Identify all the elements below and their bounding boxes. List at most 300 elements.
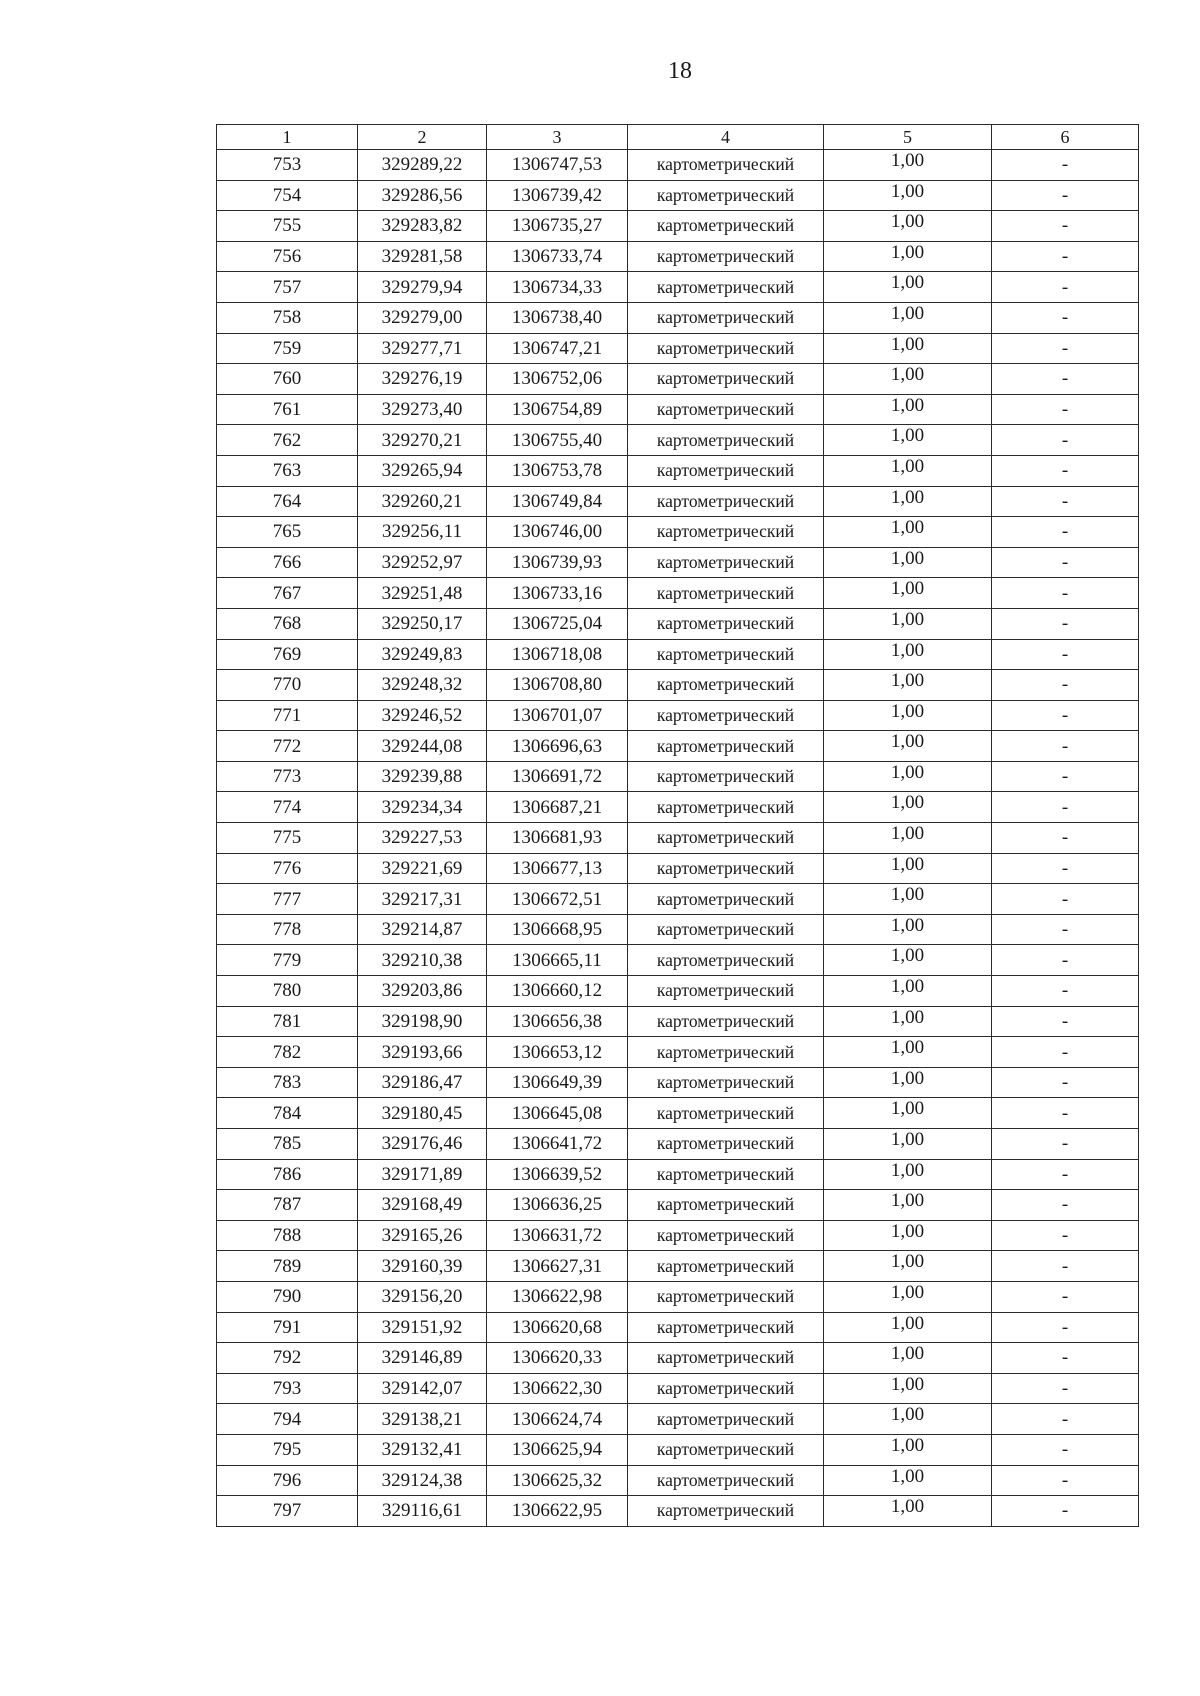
point-number-cell: 762 (217, 425, 358, 456)
y-coordinate-cell: 1306755,40 (487, 425, 628, 456)
accuracy-cell: 1,00 (824, 425, 992, 456)
x-coordinate-cell: 329171,89 (358, 1159, 487, 1190)
y-coordinate-cell: 1306649,39 (487, 1067, 628, 1098)
point-number-cell: 771 (217, 700, 358, 731)
y-coordinate-cell: 1306696,63 (487, 731, 628, 762)
method-cell: картометрический (628, 364, 824, 395)
point-number-cell: 766 (217, 547, 358, 578)
x-coordinate-cell: 329279,00 (358, 302, 487, 333)
method-cell: картометрический (628, 1281, 824, 1312)
point-number-cell: 775 (217, 823, 358, 854)
y-coordinate-cell: 1306747,21 (487, 333, 628, 364)
table-row (217, 517, 1139, 548)
y-coordinate-cell: 1306645,08 (487, 1098, 628, 1129)
y-coordinate-cell: 1306625,32 (487, 1465, 628, 1496)
y-coordinate-cell: 1306754,89 (487, 394, 628, 425)
method-cell: картометрический (628, 1067, 824, 1098)
table-row (217, 1312, 1139, 1343)
note-cell: - (992, 1373, 1139, 1404)
point-number-cell: 797 (217, 1496, 358, 1527)
x-coordinate-cell: 329132,41 (358, 1434, 487, 1465)
x-coordinate-cell: 329279,94 (358, 272, 487, 303)
y-coordinate-cell: 1306627,31 (487, 1251, 628, 1282)
point-number-cell: 790 (217, 1281, 358, 1312)
accuracy-cell: 1,00 (824, 486, 992, 517)
accuracy-cell: 1,00 (824, 180, 992, 211)
x-coordinate-cell: 329234,34 (358, 792, 487, 823)
table-row (217, 914, 1139, 945)
table-row (217, 272, 1139, 303)
table-row (217, 761, 1139, 792)
point-number-cell: 774 (217, 792, 358, 823)
accuracy-cell: 1,00 (824, 914, 992, 945)
y-coordinate-cell: 1306708,80 (487, 670, 628, 701)
x-coordinate-cell: 329246,52 (358, 700, 487, 731)
y-coordinate-cell: 1306665,11 (487, 945, 628, 976)
point-number-cell: 769 (217, 639, 358, 670)
accuracy-cell: 1,00 (824, 241, 992, 272)
x-coordinate-cell: 329239,88 (358, 761, 487, 792)
method-cell: картометрический (628, 1434, 824, 1465)
y-coordinate-cell: 1306739,93 (487, 547, 628, 578)
y-coordinate-cell: 1306672,51 (487, 884, 628, 915)
method-cell: картометрический (628, 945, 824, 976)
note-cell: - (992, 792, 1139, 823)
note-cell: - (992, 700, 1139, 731)
table-row (217, 364, 1139, 395)
table-row (217, 1373, 1139, 1404)
y-coordinate-cell: 1306631,72 (487, 1220, 628, 1251)
accuracy-cell: 1,00 (824, 150, 992, 181)
accuracy-cell: 1,00 (824, 578, 992, 609)
y-coordinate-cell: 1306749,84 (487, 486, 628, 517)
note-cell: - (992, 1067, 1139, 1098)
method-cell: картометрический (628, 1343, 824, 1374)
x-coordinate-cell: 329252,97 (358, 547, 487, 578)
table-row (217, 1159, 1139, 1190)
method-cell: картометрический (628, 608, 824, 639)
x-coordinate-cell: 329244,08 (358, 731, 487, 762)
method-cell: картометрический (628, 1312, 824, 1343)
point-number-cell: 791 (217, 1312, 358, 1343)
note-cell: - (992, 1465, 1139, 1496)
table-row (217, 853, 1139, 884)
method-cell: картометрический (628, 792, 824, 823)
y-coordinate-cell: 1306718,08 (487, 639, 628, 670)
x-coordinate-cell: 329248,32 (358, 670, 487, 701)
note-cell: - (992, 272, 1139, 303)
method-cell: картометрический (628, 333, 824, 364)
table-row (217, 1251, 1139, 1282)
y-coordinate-cell: 1306641,72 (487, 1129, 628, 1160)
table-row (217, 639, 1139, 670)
method-cell: картометрический (628, 1129, 824, 1160)
accuracy-cell: 1,00 (824, 1343, 992, 1374)
note-cell: - (992, 180, 1139, 211)
x-coordinate-cell: 329276,19 (358, 364, 487, 395)
note-cell: - (992, 302, 1139, 333)
accuracy-cell: 1,00 (824, 1129, 992, 1160)
accuracy-cell: 1,00 (824, 1373, 992, 1404)
table-row (217, 578, 1139, 609)
x-coordinate-cell: 329193,66 (358, 1037, 487, 1068)
x-coordinate-cell: 329270,21 (358, 425, 487, 456)
accuracy-cell: 1,00 (824, 1006, 992, 1037)
method-cell: картометрический (628, 486, 824, 517)
point-number-cell: 765 (217, 517, 358, 548)
table-header-row (217, 125, 1139, 150)
method-cell: картометрический (628, 272, 824, 303)
x-coordinate-cell: 329221,69 (358, 853, 487, 884)
accuracy-cell: 1,00 (824, 1434, 992, 1465)
accuracy-cell: 1,00 (824, 1159, 992, 1190)
method-cell: картометрический (628, 1037, 824, 1068)
point-number-cell: 768 (217, 608, 358, 639)
table-row (217, 1067, 1139, 1098)
point-number-cell: 764 (217, 486, 358, 517)
y-coordinate-cell: 1306687,21 (487, 792, 628, 823)
table-body (217, 150, 1139, 1527)
note-cell: - (992, 333, 1139, 364)
note-cell: - (992, 1098, 1139, 1129)
accuracy-cell: 1,00 (824, 302, 992, 333)
x-coordinate-cell: 329260,21 (358, 486, 487, 517)
column-header: 4 (628, 125, 824, 150)
point-number-cell: 795 (217, 1434, 358, 1465)
note-cell: - (992, 976, 1139, 1007)
accuracy-cell: 1,00 (824, 792, 992, 823)
note-cell: - (992, 1006, 1139, 1037)
note-cell: - (992, 761, 1139, 792)
table-row (217, 333, 1139, 364)
point-number-cell: 785 (217, 1129, 358, 1160)
note-cell: - (992, 486, 1139, 517)
accuracy-cell: 1,00 (824, 333, 992, 364)
accuracy-cell: 1,00 (824, 853, 992, 884)
accuracy-cell: 1,00 (824, 731, 992, 762)
method-cell: картометрический (628, 1006, 824, 1037)
y-coordinate-cell: 1306725,04 (487, 608, 628, 639)
x-coordinate-cell: 329227,53 (358, 823, 487, 854)
method-cell: картометрический (628, 1190, 824, 1221)
y-coordinate-cell: 1306677,13 (487, 853, 628, 884)
y-coordinate-cell: 1306733,74 (487, 241, 628, 272)
point-number-cell: 759 (217, 333, 358, 364)
x-coordinate-cell: 329251,48 (358, 578, 487, 609)
column-header: 6 (992, 125, 1139, 150)
y-coordinate-cell: 1306656,38 (487, 1006, 628, 1037)
accuracy-cell: 1,00 (824, 1496, 992, 1527)
note-cell: - (992, 578, 1139, 609)
y-coordinate-cell: 1306746,00 (487, 517, 628, 548)
note-cell: - (992, 884, 1139, 915)
table-row (217, 1404, 1139, 1435)
table-row (217, 976, 1139, 1007)
table-row (217, 1220, 1139, 1251)
method-cell: картометрический (628, 1465, 824, 1496)
y-coordinate-cell: 1306620,33 (487, 1343, 628, 1374)
table-row (217, 945, 1139, 976)
accuracy-cell: 1,00 (824, 1312, 992, 1343)
point-number-cell: 782 (217, 1037, 358, 1068)
method-cell: картометрический (628, 731, 824, 762)
x-coordinate-cell: 329250,17 (358, 608, 487, 639)
x-coordinate-cell: 329146,89 (358, 1343, 487, 1374)
table-row (217, 150, 1139, 181)
method-cell: картометрический (628, 853, 824, 884)
method-cell: картометрический (628, 547, 824, 578)
table-row (217, 425, 1139, 456)
method-cell: картометрический (628, 1496, 824, 1527)
point-number-cell: 793 (217, 1373, 358, 1404)
accuracy-cell: 1,00 (824, 1220, 992, 1251)
accuracy-cell: 1,00 (824, 1465, 992, 1496)
y-coordinate-cell: 1306653,12 (487, 1037, 628, 1068)
method-cell: картометрический (628, 914, 824, 945)
accuracy-cell: 1,00 (824, 517, 992, 548)
point-number-cell: 776 (217, 853, 358, 884)
y-coordinate-cell: 1306639,52 (487, 1159, 628, 1190)
table-row (217, 731, 1139, 762)
accuracy-cell: 1,00 (824, 1067, 992, 1098)
x-coordinate-cell: 329156,20 (358, 1281, 487, 1312)
method-cell: картометрический (628, 517, 824, 548)
method-cell: картометрический (628, 1159, 824, 1190)
point-number-cell: 792 (217, 1343, 358, 1374)
point-number-cell: 780 (217, 976, 358, 1007)
point-number-cell: 770 (217, 670, 358, 701)
y-coordinate-cell: 1306622,30 (487, 1373, 628, 1404)
column-header: 3 (487, 125, 628, 150)
point-number-cell: 755 (217, 211, 358, 242)
y-coordinate-cell: 1306668,95 (487, 914, 628, 945)
accuracy-cell: 1,00 (824, 1098, 992, 1129)
accuracy-cell: 1,00 (824, 1251, 992, 1282)
point-number-cell: 778 (217, 914, 358, 945)
accuracy-cell: 1,00 (824, 1281, 992, 1312)
x-coordinate-cell: 329138,21 (358, 1404, 487, 1435)
x-coordinate-cell: 329176,46 (358, 1129, 487, 1160)
method-cell: картометрический (628, 1220, 824, 1251)
point-number-cell: 794 (217, 1404, 358, 1435)
accuracy-cell: 1,00 (824, 976, 992, 1007)
note-cell: - (992, 150, 1139, 181)
y-coordinate-cell: 1306636,25 (487, 1190, 628, 1221)
x-coordinate-cell: 329142,07 (358, 1373, 487, 1404)
point-number-cell: 777 (217, 884, 358, 915)
note-cell: - (992, 914, 1139, 945)
y-coordinate-cell: 1306691,72 (487, 761, 628, 792)
method-cell: картометрический (628, 1251, 824, 1282)
x-coordinate-cell: 329273,40 (358, 394, 487, 425)
table-row (217, 211, 1139, 242)
note-cell: - (992, 1251, 1139, 1282)
note-cell: - (992, 547, 1139, 578)
x-coordinate-cell: 329283,82 (358, 211, 487, 242)
table-row (217, 670, 1139, 701)
note-cell: - (992, 1312, 1139, 1343)
table-row (217, 394, 1139, 425)
table-row (217, 180, 1139, 211)
accuracy-cell: 1,00 (824, 211, 992, 242)
accuracy-cell: 1,00 (824, 670, 992, 701)
point-number-cell: 756 (217, 241, 358, 272)
y-coordinate-cell: 1306752,06 (487, 364, 628, 395)
note-cell: - (992, 455, 1139, 486)
method-cell: картометрический (628, 394, 824, 425)
x-coordinate-cell: 329286,56 (358, 180, 487, 211)
x-coordinate-cell: 329198,90 (358, 1006, 487, 1037)
y-coordinate-cell: 1306620,68 (487, 1312, 628, 1343)
note-cell: - (992, 1343, 1139, 1374)
table-row (217, 792, 1139, 823)
page-number: 18 (668, 58, 692, 84)
y-coordinate-cell: 1306735,27 (487, 211, 628, 242)
method-cell: картометрический (628, 302, 824, 333)
method-cell: картометрический (628, 1098, 824, 1129)
y-coordinate-cell: 1306734,33 (487, 272, 628, 303)
point-number-cell: 758 (217, 302, 358, 333)
method-cell: картометрический (628, 211, 824, 242)
y-coordinate-cell: 1306622,95 (487, 1496, 628, 1527)
accuracy-cell: 1,00 (824, 394, 992, 425)
x-coordinate-cell: 329277,71 (358, 333, 487, 364)
note-cell: - (992, 608, 1139, 639)
accuracy-cell: 1,00 (824, 884, 992, 915)
column-header: 1 (217, 125, 358, 150)
note-cell: - (992, 639, 1139, 670)
note-cell: - (992, 211, 1139, 242)
note-cell: - (992, 853, 1139, 884)
method-cell: картометрический (628, 241, 824, 272)
method-cell: картометрический (628, 884, 824, 915)
point-number-cell: 753 (217, 150, 358, 181)
x-coordinate-cell: 329281,58 (358, 241, 487, 272)
x-coordinate-cell: 329165,26 (358, 1220, 487, 1251)
point-number-cell: 754 (217, 180, 358, 211)
x-coordinate-cell: 329124,38 (358, 1465, 487, 1496)
accuracy-cell: 1,00 (824, 823, 992, 854)
accuracy-cell: 1,00 (824, 1037, 992, 1068)
x-coordinate-cell: 329214,87 (358, 914, 487, 945)
table-row (217, 1434, 1139, 1465)
table-row (217, 1281, 1139, 1312)
y-coordinate-cell: 1306739,42 (487, 180, 628, 211)
note-cell: - (992, 823, 1139, 854)
note-cell: - (992, 731, 1139, 762)
table-row (217, 1190, 1139, 1221)
x-coordinate-cell: 329265,94 (358, 455, 487, 486)
point-number-cell: 788 (217, 1220, 358, 1251)
y-coordinate-cell: 1306625,94 (487, 1434, 628, 1465)
table-row (217, 241, 1139, 272)
x-coordinate-cell: 329217,31 (358, 884, 487, 915)
point-number-cell: 767 (217, 578, 358, 609)
accuracy-cell: 1,00 (824, 547, 992, 578)
accuracy-cell: 1,00 (824, 1190, 992, 1221)
column-header: 2 (358, 125, 487, 150)
point-number-cell: 787 (217, 1190, 358, 1221)
x-coordinate-cell: 329116,61 (358, 1496, 487, 1527)
x-coordinate-cell: 329256,11 (358, 517, 487, 548)
table-row (217, 455, 1139, 486)
x-coordinate-cell: 329289,22 (358, 150, 487, 181)
table-row (217, 547, 1139, 578)
point-number-cell: 760 (217, 364, 358, 395)
point-number-cell: 773 (217, 761, 358, 792)
note-cell: - (992, 670, 1139, 701)
table-row (217, 1037, 1139, 1068)
table-row (217, 1496, 1139, 1527)
point-number-cell: 796 (217, 1465, 358, 1496)
note-cell: - (992, 1129, 1139, 1160)
y-coordinate-cell: 1306701,07 (487, 700, 628, 731)
accuracy-cell: 1,00 (824, 1404, 992, 1435)
x-coordinate-cell: 329168,49 (358, 1190, 487, 1221)
note-cell: - (992, 1281, 1139, 1312)
method-cell: картометрический (628, 455, 824, 486)
table-row (217, 700, 1139, 731)
note-cell: - (992, 1190, 1139, 1221)
note-cell: - (992, 394, 1139, 425)
x-coordinate-cell: 329186,47 (358, 1067, 487, 1098)
method-cell: картометрический (628, 639, 824, 670)
note-cell: - (992, 1496, 1139, 1527)
y-coordinate-cell: 1306660,12 (487, 976, 628, 1007)
accuracy-cell: 1,00 (824, 272, 992, 303)
note-cell: - (992, 1037, 1139, 1068)
x-coordinate-cell: 329160,39 (358, 1251, 487, 1282)
accuracy-cell: 1,00 (824, 761, 992, 792)
accuracy-cell: 1,00 (824, 945, 992, 976)
table-row (217, 1343, 1139, 1374)
y-coordinate-cell: 1306733,16 (487, 578, 628, 609)
point-number-cell: 781 (217, 1006, 358, 1037)
y-coordinate-cell: 1306681,93 (487, 823, 628, 854)
accuracy-cell: 1,00 (824, 364, 992, 395)
note-cell: - (992, 945, 1139, 976)
table-row (217, 1465, 1139, 1496)
method-cell: картометрический (628, 761, 824, 792)
table-row (217, 1098, 1139, 1129)
method-cell: картометрический (628, 1373, 824, 1404)
point-number-cell: 761 (217, 394, 358, 425)
point-number-cell: 789 (217, 1251, 358, 1282)
y-coordinate-cell: 1306738,40 (487, 302, 628, 333)
method-cell: картометрический (628, 670, 824, 701)
note-cell: - (992, 1434, 1139, 1465)
method-cell: картометрический (628, 823, 824, 854)
point-number-cell: 784 (217, 1098, 358, 1129)
x-coordinate-cell: 329249,83 (358, 639, 487, 670)
table-row (217, 486, 1139, 517)
table-row (217, 608, 1139, 639)
point-number-cell: 763 (217, 455, 358, 486)
x-coordinate-cell: 329180,45 (358, 1098, 487, 1129)
point-number-cell: 779 (217, 945, 358, 976)
accuracy-cell: 1,00 (824, 700, 992, 731)
method-cell: картометрический (628, 180, 824, 211)
column-header: 5 (824, 125, 992, 150)
y-coordinate-cell: 1306747,53 (487, 150, 628, 181)
y-coordinate-cell: 1306622,98 (487, 1281, 628, 1312)
table-row (217, 823, 1139, 854)
y-coordinate-cell: 1306624,74 (487, 1404, 628, 1435)
method-cell: картометрический (628, 578, 824, 609)
note-cell: - (992, 517, 1139, 548)
point-number-cell: 783 (217, 1067, 358, 1098)
x-coordinate-cell: 329210,38 (358, 945, 487, 976)
